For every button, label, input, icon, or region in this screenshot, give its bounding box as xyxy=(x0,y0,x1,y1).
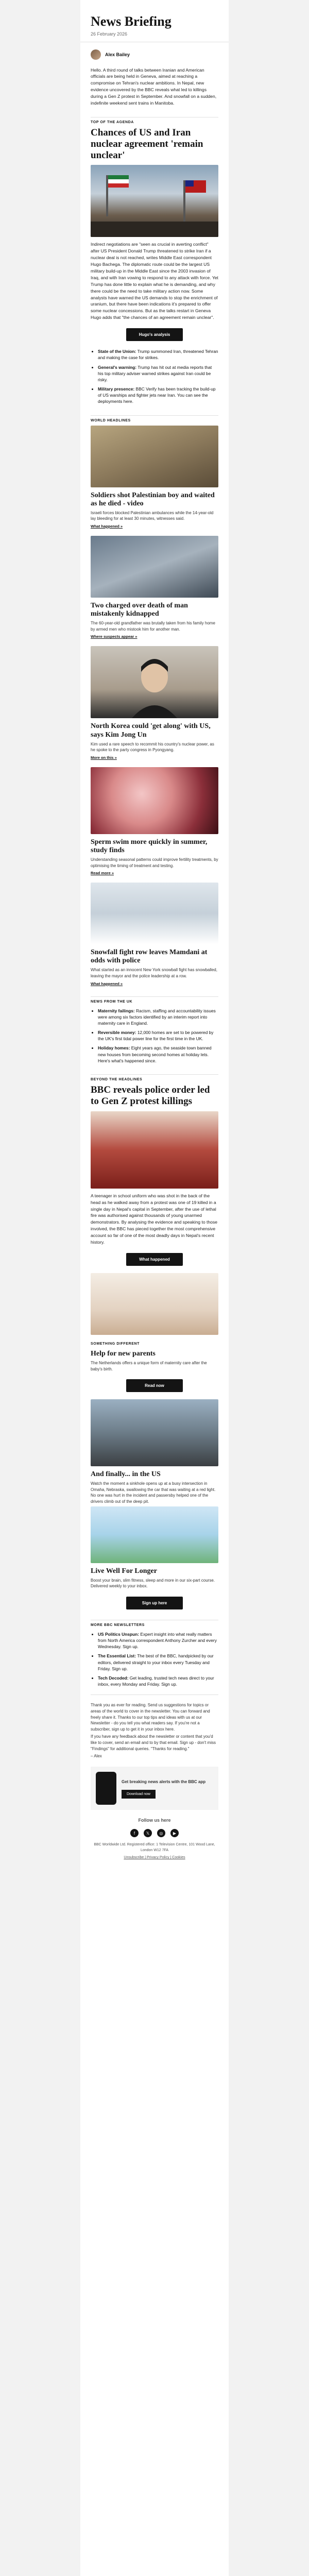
facebook-icon[interactable]: f xyxy=(130,1829,139,1837)
sign-up-button[interactable]: Sign up here xyxy=(126,1597,183,1609)
analysis-button[interactable]: Hugo's analysis xyxy=(126,328,183,341)
footer-copyright: BBC Worldwide Ltd. Registered office: 1 Television Centre, 101 Wood Lane, London W12 7FA xyxy=(94,1843,215,1852)
top-headline[interactable]: Chances of US and Iran nuclear agreement 'remain unclear' xyxy=(91,127,203,161)
issue-date: 26 February 2026 xyxy=(91,31,128,37)
download-button[interactable]: Download now xyxy=(122,1790,156,1799)
bullet-lead: The Essential List: xyxy=(98,1653,136,1659)
author-name: Alex Bailey xyxy=(105,52,130,57)
list-item xyxy=(98,1045,218,1064)
world-headline-3[interactable]: North Korea could 'get along' with US, says Kim Jong Un xyxy=(91,722,211,739)
bullet-text[interactable]: 12,000 homes are set to be powered by the UK's first tidal power line for the first time in the UK. xyxy=(98,1030,214,1042)
beyond-story-image[interactable] xyxy=(91,1111,218,1189)
section-kicker-beyond: BEYOND THE HEADLINES xyxy=(91,1074,218,1081)
intro-text: Hello. A third round of talks between Iranian and American officials are being held in Geneva, aimed at reaching a compromise on Tehran's nuclear ambitions. In Nepal, new evidence uncovered by the BBC reveals what led to killings during a Gen Z protest in September. And snowfall on a sudden, indefinite weekend sent trains in Manitoba. xyxy=(91,67,217,106)
finally-headline: And finally... in the US xyxy=(91,1470,161,1479)
top-story-image[interactable] xyxy=(91,165,218,237)
world-text-4: Understanding seasonal patterns could improve fertility treatments, by optimising the timing of treatment and testing. xyxy=(91,857,218,868)
bullet-text[interactable]: Expert insight into what really matters from North America correspondent Anthony Zurcher and every Wednesday. Sign up. xyxy=(98,1631,217,1650)
follow-us-label: Follow us here xyxy=(138,1817,171,1823)
live-well-text: Boost your brain, slim fitness, sleep and more in our six-part course. Delivered weekly to your inbox. xyxy=(91,1578,215,1589)
world-story-image-1[interactable] xyxy=(91,426,218,487)
bullet-text[interactable]: Racism, staffing and accountability issues were among six factors identified by an interim report into maternity care in England. xyxy=(98,1008,216,1026)
list-item xyxy=(98,1675,218,1687)
brand-title: News Briefing xyxy=(91,14,171,29)
world-text-1: Israeli forces blocked Palestinian ambulances while the 14-year-old lay bleeding for at least 30 minutes, witnesses said. xyxy=(91,510,214,521)
list-item xyxy=(98,1029,218,1042)
world-text-5: What started as an innocent New York snowball fight has snowballed, leaving the mayor and the police leadership at a row. xyxy=(91,968,217,978)
section-kicker-world: WORLD HEADLINES xyxy=(91,415,218,422)
signoff-text: Thank you as ever for reading. Send us suggestions for topics or areas of the world to cover in the newsletter. You can forward and freely share it. Thanks to our top tips and ideas with us at our Newsletter - do you tell you what readers say. If you're not a subscriber, sign up to get it in your inbox here. xyxy=(91,1703,210,1732)
world-more-link-3[interactable]: More on this » xyxy=(91,755,117,760)
finally-text[interactable]: Watch the moment a sinkhole opens up at a busy intersection in Omaha, Nebraska, swallowing the car that was waiting at a red light. No one was hurt in the incident and passersby helped one of the drivers climb out of the deep pit. xyxy=(91,1481,216,1504)
bullet-text[interactable]: Get leading, trusted tech news direct to your inbox, every Monday and Friday. Sign up. xyxy=(98,1675,214,1687)
bullet-text[interactable]: Eight years ago, the seaside town banned new houses from becoming second homes at holiday lets. Here's what's happened since. xyxy=(98,1045,212,1063)
list-item xyxy=(98,364,218,383)
list-item xyxy=(98,348,218,361)
world-story-image-5[interactable] xyxy=(91,883,218,944)
world-headline-5[interactable]: Snowfall fight row leaves Mamdani at odds with police xyxy=(91,948,208,965)
youtube-icon[interactable]: ▶ xyxy=(170,1829,179,1837)
app-promo xyxy=(91,1767,218,1810)
world-story-image-4[interactable] xyxy=(91,767,218,834)
bullet-lead: General's warning: xyxy=(98,364,137,370)
section-kicker-newsletters: MORE BBC NEWSLETTERS xyxy=(91,1620,218,1627)
section-kicker-top: TOP OF THE AGENDA xyxy=(91,117,218,124)
world-text-2: The 60-year-old grandfather was brutally taken from his family home by armed men who mistook him for another man. xyxy=(91,621,215,632)
uk-bullets xyxy=(91,1008,218,1064)
list-item xyxy=(98,1653,218,1672)
read-now-button[interactable]: Read now xyxy=(126,1379,183,1392)
instagram-icon[interactable]: ◎ xyxy=(157,1829,165,1837)
different-text: The Netherlands offers a unique form of maternity care after the baby's birth. xyxy=(91,1360,207,1371)
newsletter-bullets xyxy=(91,1631,218,1688)
what-happened-button[interactable]: What happened xyxy=(126,1253,183,1266)
world-story-image-3[interactable] xyxy=(91,646,218,718)
bullet-lead: Military presence: xyxy=(98,386,135,392)
beyond-para: A teenager in school uniform who was shot in the back of the head as he walked away from a protest was one of 19 killed in a single day in Nepal's capital in September, after the use of lethal fire was authorised against thousands of young unarmed demonstrators. By analysing the evidence and speaking to those involved, the BBC has pieced together the most comprehensive account so far of one of the most deadly days in Nepal's recent history. xyxy=(91,1193,218,1245)
finally-image[interactable] xyxy=(91,1399,218,1466)
list-item xyxy=(98,1631,218,1650)
something-different-image[interactable] xyxy=(91,1273,218,1335)
bullet-text[interactable]: Trump summoned Iran, threatened Tehran and making the case for strikes. xyxy=(98,349,218,361)
bullet-lead: State of the Union: xyxy=(98,349,136,354)
world-story-image-2[interactable] xyxy=(91,536,218,598)
world-headline-1[interactable]: Soldiers shot Palestinian boy and waited as he died - video xyxy=(91,491,215,507)
bullet-lead: Tech Decoded: xyxy=(98,1675,129,1681)
world-headline-4[interactable]: Sperm swim more quickly in summer, study finds xyxy=(91,838,208,854)
top-para: Indirect negotiations are "seen as crucial in averting conflict" after US President Donald Trump threatened to strike Iran if a nuclear deal is not reached, writes Middle East correspondent Hugo Bachega. The diplomatic route could be the largest US military build-up in the Middle East since the 2003 invasion of Iraq, and with Iran vowing to respond to any attack with force. Yet Trump has done little to explain what he is demanding, and why there could be the need to take military action now. Some analysts have warned the US demands to stop the enrichment of uranium, but there have been indications it's prepared to offer some nuclear concessions. But as the talks restart in Geneva Hugo adds that "the chances of an agreement remain unclear". xyxy=(91,242,218,320)
x-icon[interactable]: 𝕏 xyxy=(144,1829,152,1837)
world-more-link-2[interactable]: Where suspects appear » xyxy=(91,634,138,639)
signoff-name: – Alex xyxy=(91,1754,102,1759)
top-bullets xyxy=(91,348,218,405)
world-more-link-1[interactable]: What happened » xyxy=(91,524,123,529)
app-promo-text: Get breaking news alerts with the BBC app xyxy=(122,1780,206,1785)
world-text-3: Kim used a rare speech to recommit his country's nuclear power, as he spoke to the party congress in Pyongyang. xyxy=(91,741,214,753)
portrait-illustration xyxy=(91,646,218,718)
bullet-lead: US Politics Unspun: xyxy=(98,1631,140,1637)
world-more-link-5[interactable]: What happened » xyxy=(91,981,123,986)
list-item xyxy=(98,386,218,405)
flags-illustration xyxy=(91,165,218,237)
bullet-lead: Maternity failings: xyxy=(98,1008,135,1013)
bullet-text[interactable]: The best of the BBC, handpicked by our editors, delivered straight to your inbox every Tuesday and Friday. Sign up. xyxy=(98,1653,214,1671)
beyond-headline[interactable]: BBC reveals police order led to Gen Z protest killings xyxy=(91,1084,210,1107)
divider xyxy=(91,1694,218,1695)
section-kicker-uk: NEWS FROM THE UK xyxy=(91,996,218,1004)
bullet-lead: Reversible money: xyxy=(98,1030,136,1036)
live-well-image[interactable] xyxy=(91,1506,218,1563)
bullet-lead: Holiday homes: xyxy=(98,1045,130,1051)
section-kicker-different: SOMETHING DIFFERENT xyxy=(91,1342,140,1346)
bullet-text[interactable]: Trump has hit out at media reports that his top military adviser warned strikes against Iran could be risky. xyxy=(98,364,212,382)
different-headline[interactable]: Help for new parents xyxy=(91,1349,156,1358)
footer-links[interactable]: Unsubscribe | Privacy Policy | Cookies xyxy=(124,1856,185,1860)
masthead xyxy=(80,0,229,42)
world-headline-2[interactable]: Two charged over death of man mistakenly kidnapped xyxy=(91,602,188,618)
list-item xyxy=(98,1008,218,1027)
bullet-text[interactable]: BBC Verify has been tracking the build-up of US warships and fighter jets near Iran. You can see the deployments here. xyxy=(98,386,216,404)
phone-icon xyxy=(96,1772,116,1805)
signoff-text-2: If you have any feedback about the newsletter or content that you'd like to cover, send an email and to by that email. Sign up - don't miss "Findings" for additional queries. "Thanks for reading." xyxy=(91,1734,216,1751)
avatar xyxy=(91,49,101,60)
author-row xyxy=(80,42,229,63)
live-well-headline[interactable]: Live Well For Longer xyxy=(91,1567,157,1575)
world-more-link-4[interactable]: Read more » xyxy=(91,871,114,876)
newsletter xyxy=(80,0,229,2576)
social-links xyxy=(91,1829,218,1837)
